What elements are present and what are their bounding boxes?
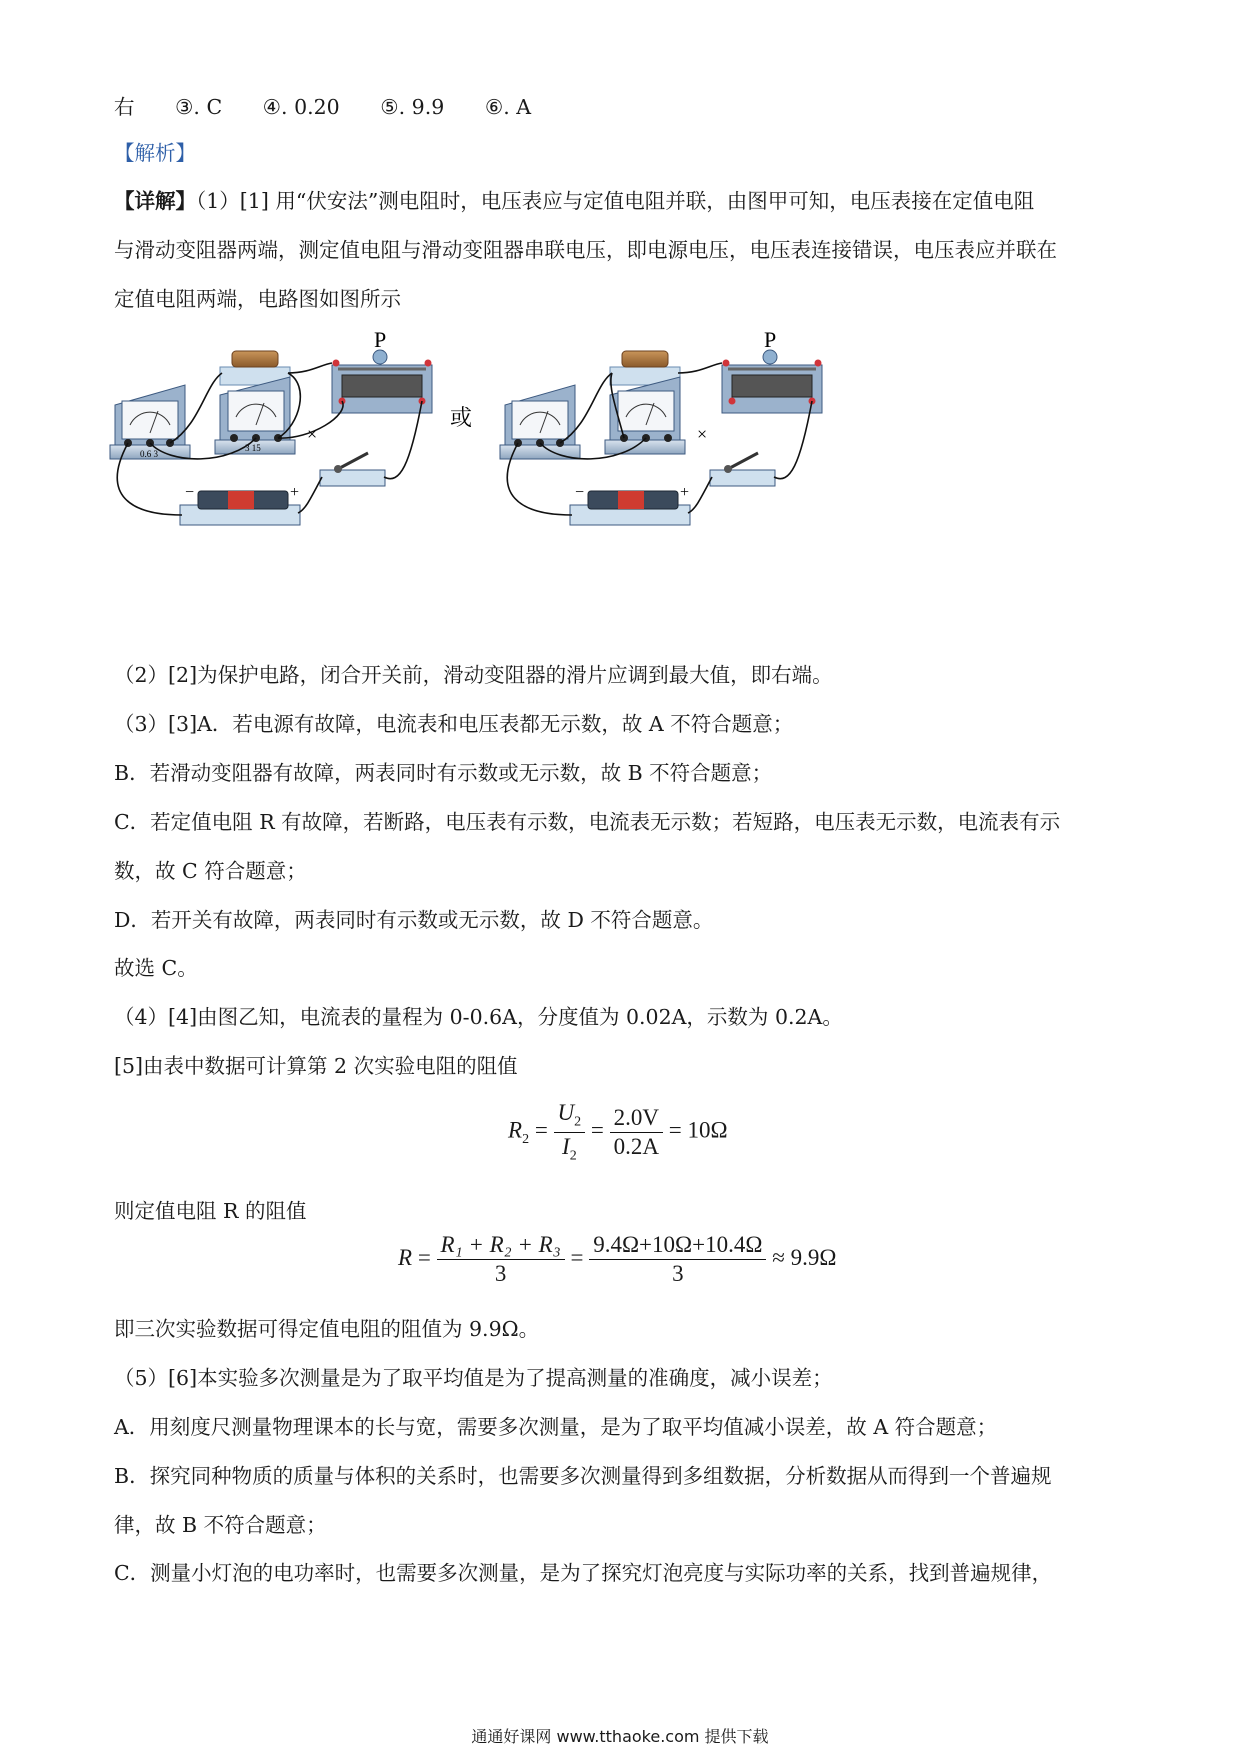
text-run: （1）[1] 用“伏安法”测电阻时，电压表应与定值电阻并联，由图甲可知，电压表接在定值电阻 [196,189,1035,213]
fraction [554,1100,586,1164]
answer-line [114,92,1124,122]
frac-den: 3 [494,1261,507,1286]
resistor [232,351,278,367]
answer-3: ③. C [175,95,223,119]
frac-num-sub: 2 [574,1114,582,1130]
slider-label: P [374,327,387,352]
answer-5: ⑤. 9.9 [380,95,445,119]
slider-label: P [764,327,777,352]
frac-den-sub: 2 [569,1148,577,1164]
answer-4: ④. 0.20 [262,95,340,119]
remove-mark: × [307,424,318,444]
ammeter [110,385,190,459]
svg-text:−: − [575,484,585,501]
frac-den: 3 [672,1261,684,1286]
or-label: 或 [450,405,473,430]
paragraph-line: 律，故 B 不符合题意； [114,1513,327,1537]
circuit-left [110,327,432,525]
switch [320,453,385,486]
battery [180,484,300,525]
paragraph-line: C．测量小灯泡的电功率时，也需要多次测量，是为了探究灯泡亮度与实际功率的关系，找到普遍规律， [114,1561,1053,1585]
svg-text:×: × [697,424,708,444]
page-footer: 通通好课网 www.tthaoke.com 提供下载 [471,1727,769,1746]
analysis-heading: 【解析】 [114,141,196,165]
frac-num: R₁ + R₂ + R₃ [437,1232,565,1260]
svg-text:+: + [680,484,690,501]
paragraph-line: 数，故 C 符合题意； [114,859,307,883]
answer-2: 右 [114,95,135,119]
ammeter-scale: 0.6 3 [140,449,158,459]
paragraph-line: C．若定值电阻 R 有故障，若断路，电压表有示数，电流表无示数；若短路，电压表无示数，电流表有示 [114,810,1061,834]
paragraph-line: [5]由表中数据可计算第 2 次实验电阻的阻值 [114,1054,518,1078]
svg-text:+: + [290,484,300,501]
formula-lhs: R [508,1117,523,1143]
formula-sub: 2 [522,1131,530,1147]
paragraph-line: 故选 C。 [114,956,198,980]
circuit-diagram [110,327,940,600]
paragraph-line: 与滑动变阻器两端，测定值电阻与滑动变阻器串联电压，即电源电压，电压表连接错误，电压表应并联在 [114,238,1057,262]
formula-result: ≈ 9.9Ω [772,1244,837,1270]
paragraph-line: D．若开关有故障，两表同时有示数或无示数，故 D 不符合题意。 [114,908,714,932]
voltmeter [215,377,295,454]
fraction [610,1105,663,1160]
frac-num: 2.0V [610,1105,663,1133]
fraction [589,1232,766,1287]
svg-text:−: − [185,484,195,501]
paragraph-line: （5）[6]本实验多次测量是为了取平均值是为了提高测量的准确度，减小误差； [114,1366,833,1390]
voltmeter-scale: 3 15 [245,443,261,453]
paragraph-line: 定值电阻两端，电路图如图所示 [114,287,401,311]
frac-num: 9.4Ω+10Ω+10.4Ω [589,1232,766,1260]
frac-den: 0.2A [613,1133,660,1159]
frac-den: I [562,1133,570,1159]
fraction [437,1232,565,1287]
answer-6: ⑥. A [484,95,532,119]
paragraph-line: B．若滑动变阻器有故障，两表同时有示数或无示数，故 B 不符合题意； [114,761,773,785]
paragraph-line: （4）[4]由图乙知，电流表的量程为 0-0.6A，分度值为 0.02A，示数为 0.2A。 [114,1005,843,1029]
paragraph-line: （2）[2]为保护电路，闭合开关前，滑动变阻器的滑片应调到最大值，即右端。 [114,663,833,687]
paragraph-line: 即三次实验数据可得定值电阻的阻值为 9.9Ω。 [114,1317,540,1341]
rheostat [332,327,432,413]
formula-r-average: R = $\frac{\text{R₁ + R₂ + R₃}}{3}$ = $\frac{9.4\Omega+10\Omega+10.4\Omega}{3}$ ≈ 9.9Ω [398,1232,837,1286]
formula-result: = 10Ω [668,1117,728,1143]
circuit-right [500,327,822,525]
paragraph-line: A．用刻度尺测量物理课本的长与宽，需要多次测量，是为了取平均值减小误差，故 A 符合题意； [114,1415,998,1439]
frac-num: U [557,1100,575,1125]
paragraph-line: B．探究同种物质的质量与体积的关系时，也需要多次测量得到多组数据，分析数据从而得到一个普遍规 [114,1464,1052,1488]
formula-lhs: R [398,1244,413,1270]
detail-label: 【详解】 [114,189,196,213]
formula-r2: $R_2$ = $\frac{U_2}{I_2}$ = $\frac{2.0V}{0.2A}$ = 10Ω [508,1100,728,1164]
paragraph-line: 则定值电阻 R 的阻值 [114,1199,307,1223]
paragraph-line: （3）[3]A．若电源有故障，电流表和电压表都无示数，故 A 不符合题意； [114,712,794,736]
paragraph-line [114,186,1124,216]
